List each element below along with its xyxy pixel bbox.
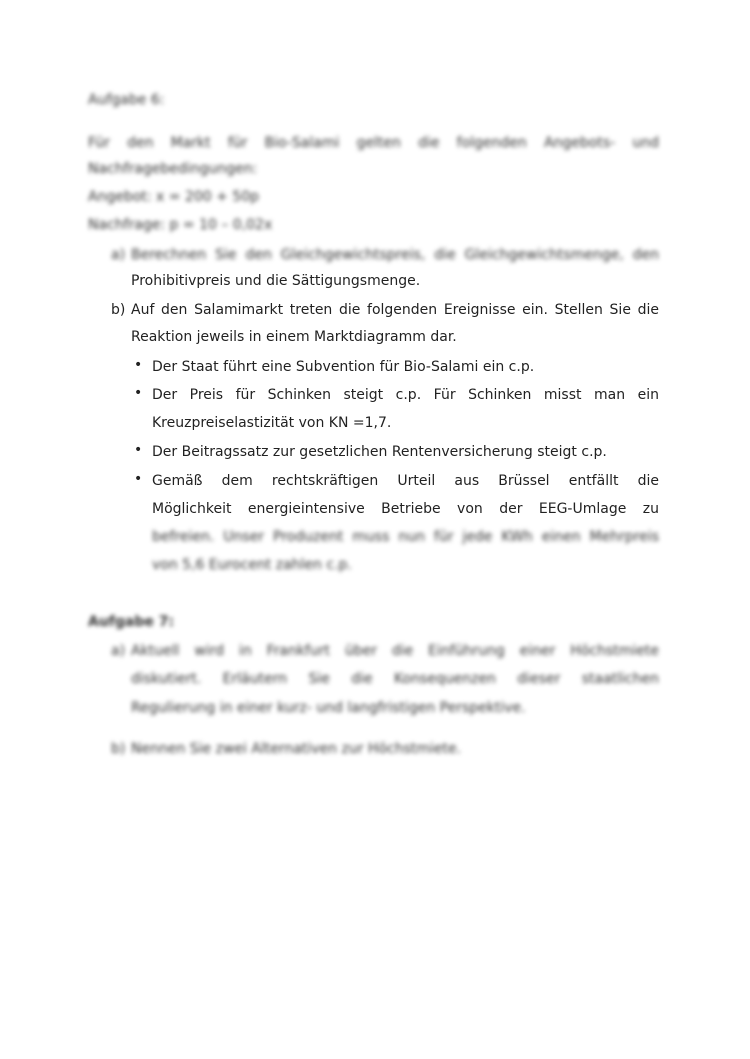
task7-b-label: b) [111,741,126,757]
task6-b-line1: Auf den Salamimarkt treten die folgenden Ereignisse ein. Stellen Sie die [131,302,659,318]
task7-a-line3: Regulierung in einer kurz- und langfristigen Perspektive. [131,700,526,716]
task6-heading: Aufgabe 6: [88,92,165,108]
bullet-icon: • [134,357,143,373]
task6-bullet2-line2: Kreuzpreiselastizität von KN =1,7. [152,415,392,431]
task6-bullet4-line1: Gemäß dem rechtskräftigen Urteil aus Brüssel entfällt die [152,473,659,489]
task6-bullet1: Der Staat führt eine Subvention für Bio-Salami ein c.p. [152,359,535,375]
bullet-icon: • [134,385,143,401]
bullet-icon: • [134,471,143,487]
task6-bullet4-line3: befreien. Unser Produzent muss nun für jede KWh einen Mehrpreis [152,529,659,545]
task7-a-label: a) [111,643,126,659]
task6-a-line2: Prohibitivpreis und die Sättigungsmenge. [131,273,421,289]
task6-intro-line1: Für den Markt für Bio-Salami gelten die folgenden Angebots- und [88,135,659,151]
task6-supply: Angebot: x = 200 + 50p [88,189,260,205]
task7-heading: Aufgabe 7: [88,614,175,630]
task6-bullet4-line4: von 5,6 Eurocent zahlen c.p. [152,557,352,573]
task7-b-line1: Nennen Sie zwei Alternativen zur Höchstmiete. [131,741,462,757]
task6-intro-line2: Nachfragebedingungen: [88,161,258,177]
task6-b-line2: Reaktion jeweils in einem Marktdiagramm dar. [131,329,457,345]
task7-a-line1: Aktuell wird in Frankfurt über die Einführung einer Höchstmiete [131,643,659,659]
task6-a-line1: Berechnen Sie den Gleichgewichtspreis, die Gleichgewichtsmenge, den [131,247,659,263]
task6-demand: Nachfrage: p = 10 – 0,02x [88,217,273,233]
task6-bullet3: Der Beitragssatz zur gesetzlichen Rentenversicherung steigt c.p. [152,444,607,460]
task6-a-label: a) [111,247,126,263]
bullet-icon: • [134,442,143,458]
task6-b-label: b) [111,302,126,318]
task6-bullet4-line2: Möglichkeit energieintensive Betriebe von der EEG-Umlage zu [152,501,659,517]
task6-bullet2-line1: Der Preis für Schinken steigt c.p. Für Schinken misst man ein [152,387,659,403]
task7-a-line2: diskutiert. Erläutern Sie die Konsequenzen dieser staatlichen [131,671,659,687]
